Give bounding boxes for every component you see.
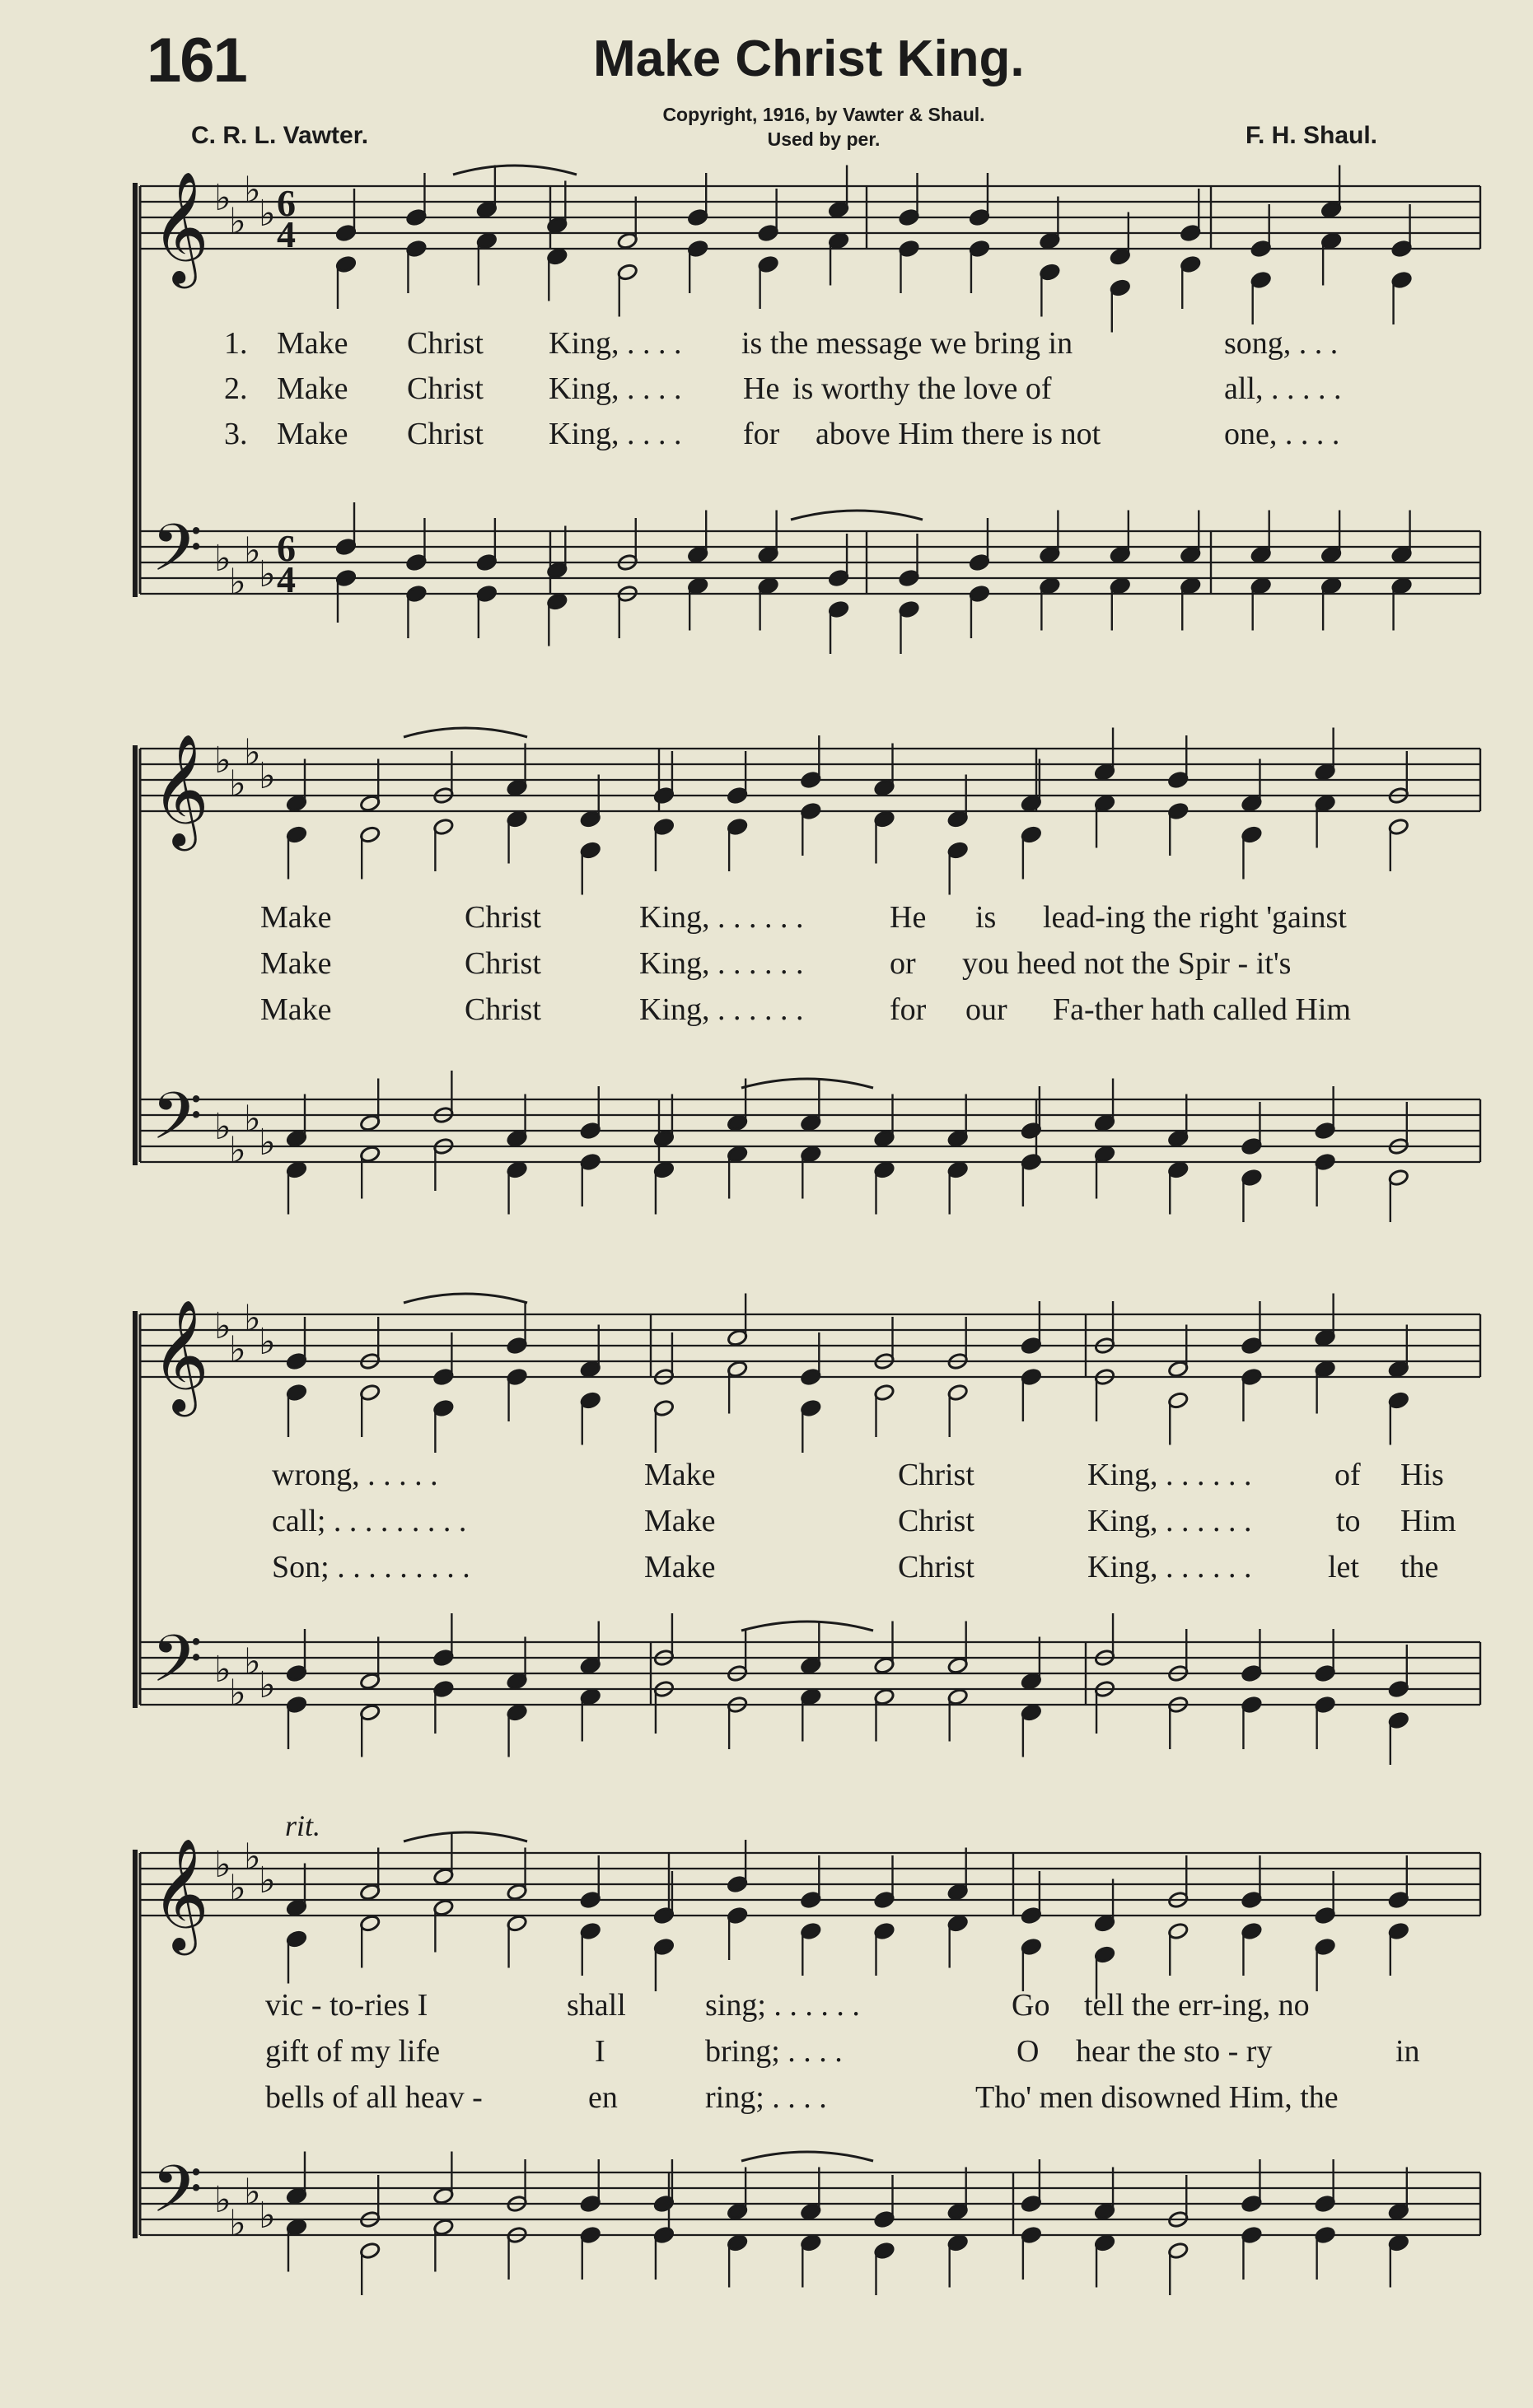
treble-clef-icon: 𝄞 [152, 1298, 209, 1412]
lyric-syllable: King, . . . . [549, 417, 682, 451]
lyric-syllable: Make [260, 992, 332, 1027]
verse-number: 2. [224, 371, 248, 406]
flat-sign-icon: ♭ [214, 740, 231, 782]
lyric-syllable: I [595, 2034, 605, 2069]
bass-clef-icon: 𝄢 [152, 1078, 203, 1170]
flat-sign-icon: ♭ [244, 1640, 261, 1683]
slur-mark [741, 2152, 873, 2161]
lyric-syllable: King, . . . . . . [1087, 1458, 1252, 1492]
lyric-syllable: is worthy the love of [792, 371, 1052, 406]
flat-sign-icon: ♭ [214, 538, 231, 580]
slur-mark [741, 1622, 873, 1631]
lyric-syllable: the [1400, 1550, 1439, 1584]
lyric-syllable: He [743, 371, 780, 406]
lyric-syllable: Fa-ther hath called Him [1053, 992, 1351, 1027]
lyric-syllable: Christ [407, 326, 484, 361]
lyric-syllable: to [1336, 1504, 1361, 1538]
lyric-syllable: Make [277, 417, 348, 451]
lyric-syllable: ring; . . . . [705, 2080, 827, 2115]
slur-mark [791, 511, 923, 520]
flat-sign-icon: ♭ [229, 763, 246, 805]
slur-mark [453, 166, 577, 175]
flat-sign-icon: ♭ [259, 553, 276, 595]
slur-mark [404, 1832, 527, 1841]
lyric-syllable: let [1328, 1550, 1359, 1584]
flat-sign-icon: ♭ [259, 1664, 276, 1706]
lyric-syllable: Make [277, 326, 348, 361]
lyric-syllable: gift of my life [265, 2034, 441, 2069]
lyric-syllable: one, . . . . [1224, 417, 1340, 451]
flat-sign-icon: ♭ [214, 177, 231, 219]
verse-number: 1. [224, 326, 248, 361]
flat-sign-icon: ♭ [244, 2171, 261, 2214]
lyric-syllable: is the message we bring in [741, 326, 1073, 361]
lyric-syllable: lead-ing the right 'gainst [1043, 900, 1347, 935]
bass-clef-icon: 𝄢 [152, 510, 203, 602]
flat-sign-icon: ♭ [244, 530, 261, 572]
hymn-number: 161 [147, 26, 246, 96]
lyric-syllable: vic - to-ries I [265, 1988, 428, 2023]
flat-sign-icon: ♭ [244, 1098, 261, 1141]
slur-mark [404, 728, 527, 737]
lyric-syllable: bring; . . . . [705, 2034, 843, 2069]
lyric-syllable: King, . . . . . . [639, 946, 804, 981]
lyric-syllable: Christ [465, 992, 541, 1027]
lyric-syllable: King, . . . . . . [639, 992, 804, 1027]
lyric-syllable: all, . . . . . [1224, 371, 1342, 406]
lyric-syllable: hear the sto - ry [1076, 2034, 1273, 2069]
lyric-syllable: Christ [407, 417, 484, 451]
lyric-syllable: en [588, 2080, 618, 2115]
lyric-syllable: Make [260, 946, 332, 981]
copyright-line-1: Copyright, 1916, by Vawter & Shaul. [662, 104, 985, 125]
verse-number: 3. [224, 417, 248, 451]
lyric-syllable: Make [644, 1458, 716, 1492]
lyric-syllable: King, . . . . . . [1087, 1550, 1252, 1584]
slur-mark [741, 1079, 873, 1088]
lyric-syllable: in [1395, 2034, 1420, 2069]
flat-sign-icon: ♭ [229, 200, 246, 243]
time-signature-bottom: 4 [277, 213, 296, 255]
flat-sign-icon: ♭ [244, 1297, 261, 1340]
flat-sign-icon: ♭ [259, 1321, 276, 1363]
lyric-syllable: King, . . . . . . [639, 900, 804, 935]
time-signature-top: 6 [277, 527, 296, 569]
flat-sign-icon: ♭ [229, 2202, 246, 2245]
flat-sign-icon: ♭ [244, 169, 261, 212]
lyric-syllable: Christ [407, 371, 484, 406]
lyric-syllable: He [890, 900, 927, 935]
lyric-syllable: bells of all heav - [265, 2080, 483, 2115]
flat-sign-icon: ♭ [259, 1860, 276, 1902]
lyric-syllable: call; . . . . . . . . . [272, 1504, 467, 1538]
lyric-syllable: of [1334, 1458, 1361, 1492]
lyric-syllable: Son; . . . . . . . . . [272, 1550, 470, 1584]
lyric-syllable: King, . . . . [549, 326, 682, 361]
lyric-syllable: O [1017, 2034, 1040, 2069]
lyric-syllable: our [965, 992, 1007, 1027]
lyric-syllable: Christ [465, 946, 541, 981]
flat-sign-icon: ♭ [259, 1122, 276, 1164]
slur-mark [404, 1294, 527, 1303]
flat-sign-icon: ♭ [259, 755, 276, 797]
flat-sign-icon: ♭ [214, 1106, 231, 1148]
lyric-syllable: Make [644, 1550, 716, 1584]
composer-credit: F. H. Shaul. [1246, 122, 1378, 149]
lyric-syllable: song, . . . [1224, 326, 1339, 361]
lyric-syllable: Make [260, 900, 332, 935]
flat-sign-icon: ♭ [229, 561, 246, 604]
flat-sign-icon: ♭ [259, 193, 276, 235]
lyric-syllable: King, . . . . [549, 371, 682, 406]
lyric-syllable: His [1400, 1458, 1444, 1492]
lyricist-credit: C. R. L. Vawter. [191, 122, 369, 149]
flat-sign-icon: ♭ [214, 1305, 231, 1347]
flat-sign-icon: ♭ [229, 1129, 246, 1172]
lyric-syllable: above Him there is not [816, 417, 1101, 451]
tempo-mark-rit: rit. [285, 1809, 321, 1842]
lyric-syllable: Him [1400, 1504, 1456, 1538]
lyric-syllable: Make [644, 1504, 716, 1538]
lyric-syllable: for [890, 992, 927, 1027]
lyric-syllable: Christ [898, 1550, 974, 1584]
time-signature-top: 6 [277, 182, 296, 224]
flat-sign-icon: ♭ [244, 1836, 261, 1878]
lyric-syllable: tell the err-ing, no [1084, 1988, 1310, 2023]
flat-sign-icon: ♭ [229, 1867, 246, 1910]
flat-sign-icon: ♭ [244, 731, 261, 774]
lyric-syllable: Christ [898, 1458, 974, 1492]
lyric-syllable: shall [567, 1988, 626, 2023]
flat-sign-icon: ♭ [229, 1328, 246, 1371]
treble-clef-icon: 𝄞 [152, 732, 209, 846]
treble-clef-icon: 𝄞 [152, 1836, 209, 1950]
lyric-syllable: Make [277, 371, 348, 406]
lyric-syllable: Go [1012, 1988, 1050, 2023]
bass-clef-icon: 𝄢 [152, 2151, 203, 2243]
lyric-syllable: King, . . . . . . [1087, 1504, 1252, 1538]
lyric-syllable: wrong, . . . . . [272, 1458, 438, 1492]
flat-sign-icon: ♭ [229, 1672, 246, 1715]
lyric-syllable: or [890, 946, 916, 981]
lyric-syllable: Christ [465, 900, 541, 935]
lyric-syllable: Christ [898, 1504, 974, 1538]
flat-sign-icon: ♭ [214, 1844, 231, 1886]
bass-clef-icon: 𝄢 [152, 1621, 203, 1713]
treble-clef-icon: 𝄞 [152, 170, 209, 283]
flat-sign-icon: ♭ [214, 2179, 231, 2221]
lyric-syllable: Tho' men disowned Him, the [975, 2080, 1339, 2115]
copyright-line-2: Used by per. [767, 128, 881, 150]
lyric-syllable: sing; . . . . . . [705, 1988, 860, 2023]
lyric-syllable: you heed not the Spir - it's [962, 946, 1292, 981]
flat-sign-icon: ♭ [259, 2195, 276, 2237]
time-signature-bottom: 4 [277, 558, 296, 600]
lyric-syllable: is [975, 900, 997, 935]
flat-sign-icon: ♭ [214, 1649, 231, 1691]
hymn-title: Make Christ King. [593, 30, 1025, 87]
lyric-syllable: for [743, 417, 780, 451]
